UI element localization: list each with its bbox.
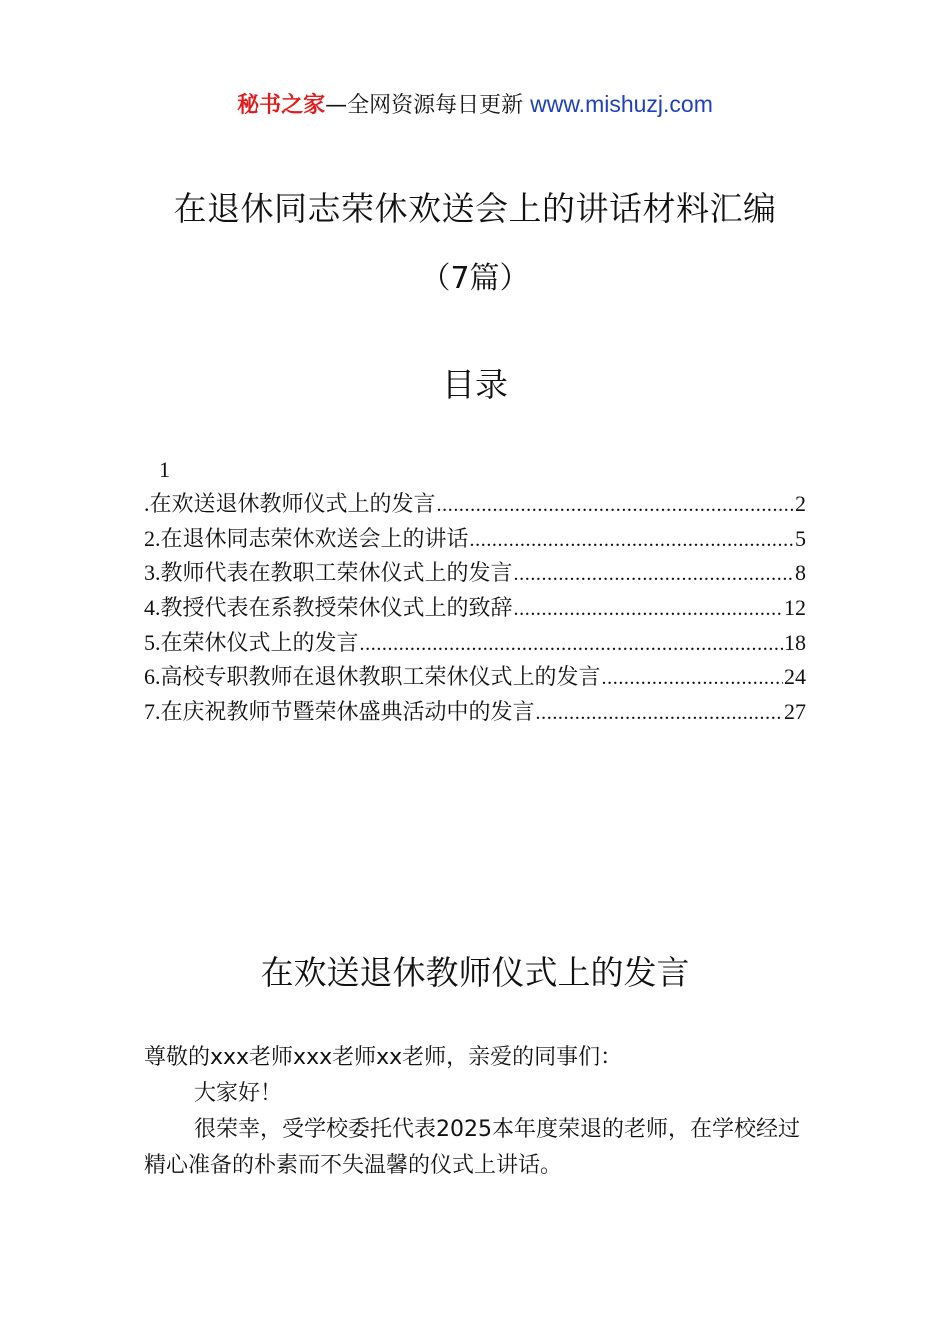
toc-entry-page: 24 [784, 664, 806, 690]
speech-paragraph: 很荣幸，受学校委托代表2025本年度荣退的老师，在学校经过精心准备的朴素而不失温馨的仪式上讲话。 [144, 1117, 800, 1178]
toc-entry-text: 教授代表在系教授荣休仪式上的致辞 [160, 596, 513, 622]
toc-entry-number: . [144, 491, 150, 516]
toc-entry-text: 在荣休仪式上的发言 [160, 630, 359, 656]
toc-entry-title [144, 591, 513, 626]
toc-entry-number: 6. [144, 664, 161, 690]
toc-entry[interactable] [144, 660, 806, 695]
toc-entry-title [144, 522, 469, 557]
site-header [0, 88, 950, 122]
toc-entry-text: 高校专职教师在退休教职工荣休仪式上的发言 [160, 665, 601, 691]
toc-dot-leader [514, 592, 783, 626]
toc-entry-number: 2. [144, 525, 161, 551]
speech-hello: 大家好！ [194, 1081, 283, 1106]
toc-entry-text: 在欢送退休教师仪式上的发言 [149, 492, 436, 517]
toc-entry-number: 5. [144, 629, 161, 655]
speech-body [144, 1040, 812, 1184]
toc-dot-leader [602, 661, 783, 695]
document-subtitle: （7篇） [420, 261, 530, 296]
toc-entry[interactable] [144, 626, 806, 661]
toc-entry-page: 18 [784, 629, 806, 655]
document-title: 在退休同志荣休欢送会上的讲话材料汇编 [173, 189, 777, 228]
site-brand: 秘书之家 [237, 93, 326, 118]
toc-entry-page: 5 [795, 525, 806, 551]
toc-entry-page: 27 [784, 699, 806, 725]
toc-entry-title [144, 695, 535, 730]
toc-entry-page: 2 [795, 491, 806, 516]
toc-entry-text: 在退休同志荣休欢送会上的讲话 [160, 526, 469, 552]
toc-entry-title [144, 626, 359, 661]
toc-entry-text: 在庆祝教师节暨荣休盛典活动中的发言 [160, 700, 535, 726]
toc-heading: 目录 [442, 365, 508, 404]
toc-entry[interactable] [144, 487, 806, 522]
toc-entry-title [144, 660, 601, 695]
toc-entry[interactable] [144, 695, 806, 730]
site-url-link[interactable]: www.mishuzj.com [530, 91, 713, 117]
site-tagline: —全网资源每日更新 [325, 93, 531, 118]
table-of-contents [144, 487, 806, 730]
toc-entry-number: 3. [144, 560, 161, 586]
toc-entry-title [144, 556, 513, 591]
toc-entry-page: 8 [795, 560, 806, 586]
toc-entry[interactable] [144, 591, 806, 626]
toc-entry-text: 教师代表在教职工荣休仪式上的发言 [160, 561, 513, 587]
section-title: 在欢送退休教师仪式上的发言 [260, 953, 690, 992]
toc-entry[interactable] [144, 556, 806, 591]
toc-entry-number: 4. [144, 595, 161, 621]
toc-entry-number: 7. [144, 699, 161, 725]
toc-dot-leader [470, 523, 794, 557]
toc-dot-leader [360, 627, 783, 661]
toc-entry[interactable] [144, 522, 806, 557]
toc-entry-title [144, 487, 436, 522]
speech-greeting: 尊敬的xxx老师xxx老师xx老师，亲爱的同事们： [144, 1045, 623, 1070]
toc-entry-page: 12 [784, 595, 806, 621]
toc-first-number: 1 [159, 457, 170, 482]
toc-dot-leader [514, 557, 794, 591]
toc-dot-leader [536, 696, 783, 730]
toc-dot-leader [437, 488, 794, 522]
